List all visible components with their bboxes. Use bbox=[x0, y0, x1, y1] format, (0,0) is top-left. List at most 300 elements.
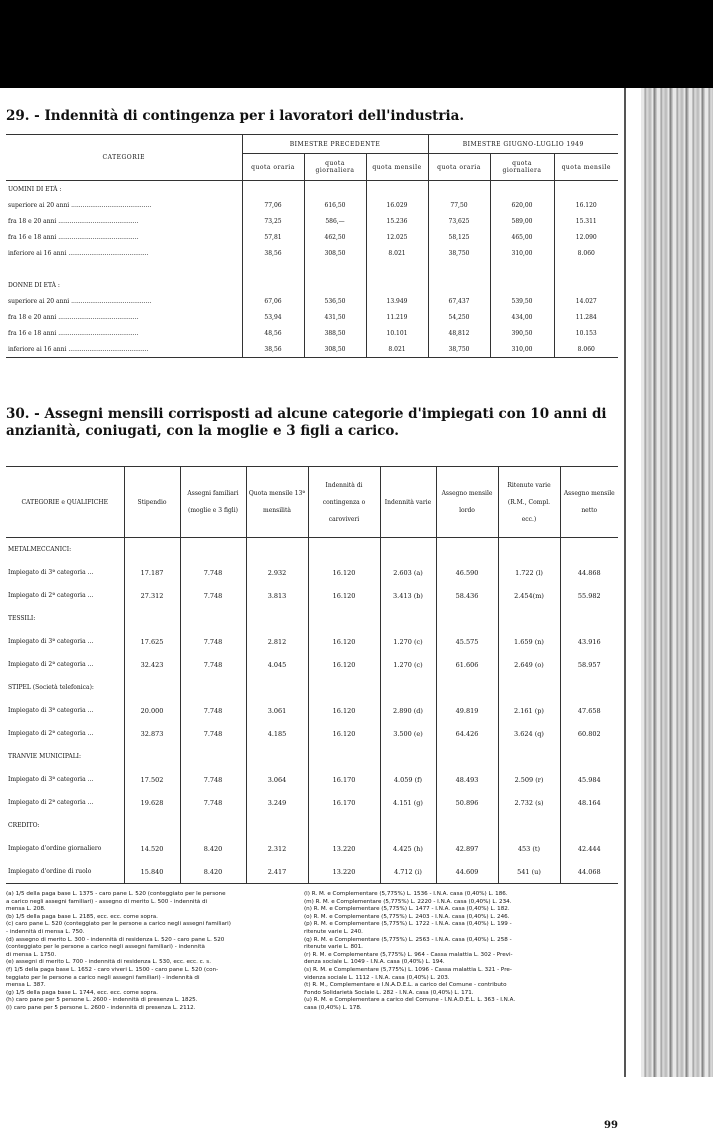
empty-cell bbox=[180, 607, 246, 630]
value-cell: 1.270 (c) bbox=[380, 630, 436, 653]
empty-cell bbox=[428, 277, 490, 293]
value-cell: 44.609 bbox=[436, 860, 498, 884]
page-number: 99 bbox=[604, 1120, 618, 1131]
empty-cell bbox=[436, 538, 498, 562]
empty-cell bbox=[308, 607, 380, 630]
value-cell: 32.873 bbox=[124, 722, 180, 745]
table-row bbox=[6, 722, 618, 745]
value-cell: 10.101 bbox=[366, 325, 428, 341]
value-cell: 536,50 bbox=[304, 293, 366, 309]
value-cell: 4.185 bbox=[246, 722, 308, 745]
value-cell: 54,250 bbox=[428, 309, 490, 325]
footnote-line: (conteggiato per le persone a carico negli assegni familiari) - indennità bbox=[6, 944, 205, 951]
footnote-line: (a) 1/5 della paga base L. 1375 - caro pane L. 520 (conteggiato per le persone bbox=[6, 891, 226, 897]
value-cell: 12.025 bbox=[366, 229, 428, 245]
footnote-line: mensa L. 208. bbox=[6, 906, 46, 913]
table-row bbox=[6, 630, 618, 653]
value-cell: 15.840 bbox=[124, 860, 180, 884]
footnote-line: videnza sociale L. 1112 - I.N.A. casa (0,40%) L. 203. bbox=[304, 974, 450, 981]
allowances-table-header bbox=[6, 467, 618, 538]
value-cell: 308,50 bbox=[304, 341, 366, 358]
value-cell: 32.423 bbox=[124, 653, 180, 676]
footnote-line: (b) 1/5 della paga base L. 2185, ecc. ecc. come sopra. bbox=[6, 913, 158, 920]
row-label: inferiore ai 16 anni .......................................... bbox=[6, 341, 242, 358]
empty-cell bbox=[366, 277, 428, 293]
row-label: Impiegato di 2ª categoria ... bbox=[8, 661, 94, 668]
table-row bbox=[6, 791, 618, 814]
empty-cell bbox=[304, 261, 366, 277]
value-cell: 8.420 bbox=[180, 860, 246, 884]
row-label: fra 16 e 18 anni .......................................... bbox=[8, 329, 139, 337]
table-row bbox=[6, 213, 618, 229]
empty-cell bbox=[498, 607, 560, 630]
value-cell: 58.957 bbox=[560, 653, 618, 676]
group-label: STIPEL (Società telefonica): bbox=[8, 684, 94, 691]
footnote-line: (r) R. M. e Complementare (5,775%) L. 964 - Cassa malattia L. 302 - Previ- bbox=[304, 951, 513, 958]
table-row bbox=[6, 309, 618, 325]
empty-cell bbox=[180, 814, 246, 837]
value-cell: 2.812 bbox=[246, 630, 308, 653]
empty-cell bbox=[308, 745, 380, 768]
value-cell: 462,50 bbox=[304, 229, 366, 245]
value-cell: 539,50 bbox=[490, 293, 554, 309]
value-cell: 465,00 bbox=[490, 229, 554, 245]
value-cell: 16.170 bbox=[308, 768, 380, 791]
value-cell: 53,94 bbox=[242, 309, 304, 325]
value-cell: 17.502 bbox=[124, 768, 180, 791]
empty-cell bbox=[180, 676, 246, 699]
empty-cell bbox=[304, 277, 366, 293]
footnote-line: (g) 1/5 della paga base L. 1744, ecc. ecc. come sopra. bbox=[6, 989, 158, 996]
value-cell: 49.819 bbox=[436, 699, 498, 722]
row-label: Impiegato di 3ª categoria ... bbox=[8, 569, 94, 576]
row-label: fra 18 e 20 anni .......................................... bbox=[8, 313, 139, 321]
footnote-line: (i) caro pane per 5 persone L. 2600 - indennità di presenza L. 2112. bbox=[6, 1004, 196, 1011]
allowances-table bbox=[6, 466, 618, 884]
value-cell: 7.748 bbox=[180, 653, 246, 676]
table-row bbox=[6, 860, 618, 884]
value-cell: 47.658 bbox=[560, 699, 618, 722]
header-bimestre-corrente: BIMESTRE GIUGNO-LUGLIO 1949 bbox=[428, 135, 618, 154]
table-row bbox=[6, 197, 618, 213]
value-cell: 17.187 bbox=[124, 561, 180, 584]
footnote-line: teggiato per le persone a carico negli assegni familiari) - indennità di bbox=[6, 974, 200, 981]
value-cell: 50.896 bbox=[436, 791, 498, 814]
value-cell: 3.413 (b) bbox=[380, 584, 436, 607]
table-row bbox=[6, 245, 618, 261]
footnote-line: casa (0,40%) L. 178. bbox=[304, 1004, 362, 1011]
footnote-line: (e) assegni di merito L. 700 - indennità di residenza L. 530, ecc. ecc. c. s. bbox=[6, 959, 211, 966]
value-cell: 15.236 bbox=[366, 213, 428, 229]
value-cell: 3.064 bbox=[246, 768, 308, 791]
footnote-line: (u) R. M. e Complementare a carico del Comune - I.N.A.D.E.L. L. 363 - I.N.A. bbox=[304, 997, 516, 1004]
group-label: METALMECCANICI: bbox=[8, 546, 72, 553]
footnote-line: di mensa L. 1750. bbox=[6, 951, 57, 958]
value-cell: 3.624 (q) bbox=[498, 722, 560, 745]
value-cell: 45.575 bbox=[436, 630, 498, 653]
row-label: fra 18 e 20 anni .......................................... bbox=[8, 217, 139, 225]
header-categorie: CATEGORIE bbox=[6, 135, 242, 181]
value-cell: 57,81 bbox=[242, 229, 304, 245]
value-cell: 17.625 bbox=[124, 630, 180, 653]
header-quota-giornaliera-1: quota giornaliera bbox=[304, 154, 366, 181]
table-row bbox=[6, 341, 618, 358]
value-cell: 310,00 bbox=[490, 245, 554, 261]
group-label: DONNE DI ETÀ : bbox=[8, 281, 60, 289]
value-cell: 16.170 bbox=[308, 791, 380, 814]
value-cell: 58,125 bbox=[428, 229, 490, 245]
empty-cell bbox=[380, 538, 436, 562]
footnote-line: (t) R. M., Complementare e I.N.A.D.E.L. a carico del Comune - contributo bbox=[304, 982, 507, 989]
footnote-line: mensa L. 387. bbox=[6, 982, 46, 989]
value-cell: 77,50 bbox=[428, 197, 490, 213]
value-cell: 42.444 bbox=[560, 837, 618, 860]
value-cell: 8.021 bbox=[366, 341, 428, 358]
footnote-line: (o) R. M. e Complementare (5,775%) L. 2403 - I.N.A. casa (0,40%) L. 246. bbox=[304, 913, 510, 920]
value-cell: 61.606 bbox=[436, 653, 498, 676]
column-header: Assegni familiari (moglie e 3 figli) bbox=[180, 467, 246, 538]
value-cell: 48.493 bbox=[436, 768, 498, 791]
empty-cell bbox=[6, 261, 242, 277]
footnote-line: ritenute varie L. 801. bbox=[304, 944, 363, 951]
footnote-line: - indennità di mensa L. 750. bbox=[6, 928, 85, 935]
value-cell: 11.219 bbox=[366, 309, 428, 325]
value-cell: 67,437 bbox=[428, 293, 490, 309]
value-cell: 7.748 bbox=[180, 630, 246, 653]
value-cell: 2.417 bbox=[246, 860, 308, 884]
empty-cell bbox=[242, 181, 304, 198]
empty-cell bbox=[436, 814, 498, 837]
empty-cell bbox=[498, 814, 560, 837]
value-cell: 7.748 bbox=[180, 561, 246, 584]
empty-cell bbox=[246, 607, 308, 630]
empty-cell bbox=[242, 277, 304, 293]
value-cell: 2.509 (r) bbox=[498, 768, 560, 791]
allowances-table-body bbox=[6, 538, 618, 884]
group-label: CREDITO: bbox=[8, 822, 40, 829]
value-cell: 13.949 bbox=[366, 293, 428, 309]
footnote-line: (f) 1/5 della paga base L. 1652 - caro viveri L. 1500 - caro pane L. 520 (con- bbox=[6, 966, 219, 973]
group-label: UOMINI DI ETÀ : bbox=[8, 185, 62, 193]
value-cell: 16.120 bbox=[308, 561, 380, 584]
value-cell: 58.436 bbox=[436, 584, 498, 607]
value-cell: 48,56 bbox=[242, 325, 304, 341]
footnote-line: (q) R. M. e Complementare (5,775%) L. 2563 - I.N.A. casa (0,40%) L. 258 - bbox=[304, 936, 512, 943]
footnote-line: denza sociale L. 1049 - I.N.A. casa (0,40%) L. 194. bbox=[304, 959, 445, 966]
empty-cell bbox=[180, 538, 246, 562]
column-header: Stipendio bbox=[124, 467, 180, 538]
value-cell: 12.090 bbox=[554, 229, 618, 245]
value-cell: 3.500 (e) bbox=[380, 722, 436, 745]
value-cell: 616,50 bbox=[304, 197, 366, 213]
value-cell: 43.916 bbox=[560, 630, 618, 653]
value-cell: 15.311 bbox=[554, 213, 618, 229]
table-row bbox=[6, 293, 618, 309]
footnote-line: (n) R. M. e Complementare (5,775%) L. 1477 - I.N.A. casa (0,40%) L. 182. bbox=[304, 906, 510, 913]
footnote-line: (m) R. M. e Complementare (5,775%) L. 2220 - I.N.A. casa (0,40%) L. 234. bbox=[304, 898, 512, 905]
row-label: Impiegato di 3ª categoria ... bbox=[8, 776, 94, 783]
value-cell: 4.059 (f) bbox=[380, 768, 436, 791]
column-header: Indennità varie bbox=[380, 467, 436, 538]
column-header: Assegno mensile lordo bbox=[436, 467, 498, 538]
value-cell: 7.748 bbox=[180, 584, 246, 607]
empty-cell bbox=[246, 676, 308, 699]
group-row bbox=[6, 745, 618, 768]
value-cell: 16.029 bbox=[366, 197, 428, 213]
empty-cell bbox=[498, 676, 560, 699]
empty-cell bbox=[366, 261, 428, 277]
footnote-line: (h) caro pane per 5 persone L. 2600 - indennità di presenza L. 1825. bbox=[6, 997, 198, 1004]
value-cell: 2.732 (s) bbox=[498, 791, 560, 814]
value-cell: 55.982 bbox=[560, 584, 618, 607]
row-label: inferiore ai 16 anni .......................................... bbox=[8, 249, 149, 257]
value-cell: 38,750 bbox=[428, 245, 490, 261]
column-header: Indennità di contingenza o caroviveri bbox=[308, 467, 380, 538]
value-cell: 38,56 bbox=[242, 245, 304, 261]
footnote-line: ritenute varie L. 240. bbox=[304, 928, 363, 935]
value-cell: 4.151 (g) bbox=[380, 791, 436, 814]
table-row bbox=[6, 699, 618, 722]
value-cell: 1.659 (n) bbox=[498, 630, 560, 653]
row-label: Impiegato di 2ª categoria ... bbox=[8, 730, 94, 737]
group-row bbox=[6, 676, 618, 699]
value-cell: 2.932 bbox=[246, 561, 308, 584]
table-row bbox=[6, 584, 618, 607]
empty-cell bbox=[124, 745, 180, 768]
value-cell: 11.284 bbox=[554, 309, 618, 325]
value-cell: 27.312 bbox=[124, 584, 180, 607]
header-quota-oraria-2: quota oraria bbox=[428, 154, 490, 181]
group-row bbox=[6, 607, 618, 630]
column-header: Assegno mensile netto bbox=[560, 467, 618, 538]
empty-cell bbox=[490, 277, 554, 293]
scan-book-spine bbox=[641, 88, 713, 1077]
section-29-title: 29. - Indennità di contingenza per i lavoratori dell'industria. bbox=[6, 108, 465, 124]
value-cell: 388,50 bbox=[304, 325, 366, 341]
value-cell: 14.520 bbox=[124, 837, 180, 860]
value-cell: 14.027 bbox=[554, 293, 618, 309]
header-quota-giornaliera-2: quota giornaliera bbox=[490, 154, 554, 181]
value-cell: 453 (t) bbox=[498, 837, 560, 860]
value-cell: 77,06 bbox=[242, 197, 304, 213]
empty-cell bbox=[560, 676, 618, 699]
empty-cell bbox=[246, 538, 308, 562]
spacer-row bbox=[6, 261, 618, 277]
row-label: fra 16 e 18 anni .......................................... bbox=[8, 233, 139, 241]
value-cell: 64.426 bbox=[436, 722, 498, 745]
value-cell: 310,00 bbox=[490, 341, 554, 358]
value-cell: 3.249 bbox=[246, 791, 308, 814]
value-cell: 4.425 (h) bbox=[380, 837, 436, 860]
scan-top-border bbox=[0, 0, 713, 88]
column-header: Ritenute varie (R.M., Compl. ecc.) bbox=[498, 467, 560, 538]
empty-cell bbox=[554, 277, 618, 293]
value-cell: 38,750 bbox=[428, 341, 490, 358]
value-cell: 2.454(m) bbox=[498, 584, 560, 607]
empty-cell bbox=[124, 607, 180, 630]
value-cell: 586,— bbox=[304, 213, 366, 229]
table-row bbox=[6, 653, 618, 676]
value-cell: 2.603 (a) bbox=[380, 561, 436, 584]
group-row bbox=[6, 538, 618, 562]
row-label: superiore ai 20 anni .......................................... bbox=[8, 201, 152, 209]
value-cell: 431,50 bbox=[304, 309, 366, 325]
row-label: superiore ai 20 anni .......................................... bbox=[8, 297, 152, 305]
value-cell: 60.802 bbox=[560, 722, 618, 745]
empty-cell bbox=[180, 745, 246, 768]
group-label: TESSILI: bbox=[8, 615, 36, 622]
value-cell: 7.748 bbox=[180, 791, 246, 814]
row-label: Impiegato di 3ª categoria ... bbox=[8, 638, 94, 645]
header-bimestre-precedente: BIMESTRE PRECEDENTE bbox=[242, 135, 428, 154]
value-cell: 13.220 bbox=[308, 860, 380, 884]
empty-cell bbox=[124, 814, 180, 837]
footnote-line: (s) R. M. e Complementare (5,775%) L. 1096 - Cassa malattia L. 321 - Pre- bbox=[304, 966, 512, 973]
table-row bbox=[6, 325, 618, 341]
value-cell: 44.068 bbox=[560, 860, 618, 884]
value-cell: 4.045 bbox=[246, 653, 308, 676]
empty-cell bbox=[380, 607, 436, 630]
value-cell: 16.120 bbox=[554, 197, 618, 213]
empty-cell bbox=[560, 814, 618, 837]
empty-cell bbox=[246, 814, 308, 837]
empty-cell bbox=[554, 261, 618, 277]
footnote-line: (c) caro pane L. 520 (conteggiato per le persone a carico negli assegni familiari) bbox=[6, 921, 231, 928]
table-row bbox=[6, 229, 618, 245]
group-row bbox=[6, 814, 618, 837]
empty-cell bbox=[308, 538, 380, 562]
empty-cell bbox=[380, 676, 436, 699]
section-30-title: 30. - Assegni mensili corrisposti ad alcune categorie d'impiegati con 10 anni di anzianità, coniugati, con la moglie e 3 figli a carico. bbox=[6, 406, 607, 439]
value-cell: 390,50 bbox=[490, 325, 554, 341]
empty-cell bbox=[428, 261, 490, 277]
group-row bbox=[6, 181, 618, 198]
value-cell: 13.220 bbox=[308, 837, 380, 860]
empty-cell bbox=[436, 607, 498, 630]
empty-cell bbox=[304, 181, 366, 198]
empty-cell bbox=[560, 745, 618, 768]
empty-cell bbox=[380, 814, 436, 837]
row-label: Impiegato di 2ª categoria ... bbox=[8, 592, 94, 599]
row-label: Impiegato d'ordine di ruolo bbox=[6, 860, 124, 884]
empty-cell bbox=[246, 745, 308, 768]
column-header: Quota mensile 13ª mensilità bbox=[246, 467, 308, 538]
value-cell: 48,812 bbox=[428, 325, 490, 341]
value-cell: 2.161 (p) bbox=[498, 699, 560, 722]
empty-cell bbox=[554, 181, 618, 198]
empty-cell bbox=[124, 538, 180, 562]
value-cell: 45.984 bbox=[560, 768, 618, 791]
empty-cell bbox=[308, 814, 380, 837]
value-cell: 8.060 bbox=[554, 245, 618, 261]
empty-cell bbox=[560, 538, 618, 562]
value-cell: 620,00 bbox=[490, 197, 554, 213]
value-cell: 3.061 bbox=[246, 699, 308, 722]
value-cell: 8.021 bbox=[366, 245, 428, 261]
value-cell: 2.312 bbox=[246, 837, 308, 860]
empty-cell bbox=[490, 261, 554, 277]
value-cell: 19.628 bbox=[124, 791, 180, 814]
value-cell: 589,00 bbox=[490, 213, 554, 229]
value-cell: 16.120 bbox=[308, 722, 380, 745]
empty-cell bbox=[242, 261, 304, 277]
value-cell: 7.748 bbox=[180, 699, 246, 722]
footnotes-right bbox=[304, 891, 618, 1013]
value-cell: 42.897 bbox=[436, 837, 498, 860]
group-row bbox=[6, 277, 618, 293]
footnote-line: a carico negli assegni familiari) - assegno di merito L. 500 - indennità di bbox=[6, 898, 208, 905]
footnote-line: (p) R. M. e Complementare (5,775%) L. 1722 - I.N.A. casa (0,40%) L. 199 - bbox=[304, 921, 512, 928]
footnote-line: (d) assegno di merito L. 300 - indennità di residenza L. 520 - caro pane L. 520 bbox=[6, 936, 225, 943]
value-cell: 16.120 bbox=[308, 699, 380, 722]
value-cell: 48.164 bbox=[560, 791, 618, 814]
value-cell: 1.270 (c) bbox=[380, 653, 436, 676]
value-cell: 16.120 bbox=[308, 653, 380, 676]
empty-cell bbox=[498, 745, 560, 768]
empty-cell bbox=[366, 181, 428, 198]
empty-cell bbox=[380, 745, 436, 768]
empty-cell bbox=[560, 607, 618, 630]
value-cell: 73,25 bbox=[242, 213, 304, 229]
empty-cell bbox=[124, 676, 180, 699]
header-quota-oraria-1: quota oraria bbox=[242, 154, 304, 181]
value-cell: 67,06 bbox=[242, 293, 304, 309]
value-cell: 16.120 bbox=[308, 584, 380, 607]
column-header: CATEGORIE e QUALIFICHE bbox=[6, 467, 124, 538]
table-row bbox=[6, 561, 618, 584]
value-cell: 16.120 bbox=[308, 630, 380, 653]
empty-cell bbox=[308, 676, 380, 699]
footnote-line: Fondo Solidarietà Sociale L. 282 - I.N.A. casa (0,40%) L. 171. bbox=[304, 989, 474, 996]
value-cell: 2.890 (d) bbox=[380, 699, 436, 722]
empty-cell bbox=[490, 181, 554, 198]
footnotes-left bbox=[6, 891, 298, 1013]
value-cell: 8.420 bbox=[180, 837, 246, 860]
empty-cell bbox=[436, 745, 498, 768]
footnote-line: (l) R. M. e Complementare (5,775%) L. 1536 - I.N.A. casa (0,40%) L. 186. bbox=[304, 891, 508, 897]
row-label: Impiegato di 3ª categoria ... bbox=[8, 707, 94, 714]
empty-cell bbox=[428, 181, 490, 198]
value-cell: 10.153 bbox=[554, 325, 618, 341]
row-label: Impiegato di 2ª categoria ... bbox=[8, 799, 94, 806]
value-cell: 73,625 bbox=[428, 213, 490, 229]
header-quota-mensile-2: quota mensile bbox=[554, 154, 618, 181]
value-cell: 308,50 bbox=[304, 245, 366, 261]
contingency-table-body bbox=[6, 181, 618, 358]
value-cell: 3.813 bbox=[246, 584, 308, 607]
table-row bbox=[6, 768, 618, 791]
value-cell: 1.722 (l) bbox=[498, 561, 560, 584]
value-cell: 46.590 bbox=[436, 561, 498, 584]
value-cell: 7.748 bbox=[180, 722, 246, 745]
document-page bbox=[0, 88, 626, 1131]
value-cell: 44.868 bbox=[560, 561, 618, 584]
value-cell: 8.060 bbox=[554, 341, 618, 358]
value-cell: 434,00 bbox=[490, 309, 554, 325]
value-cell: 4.712 (i) bbox=[380, 860, 436, 884]
contingency-table bbox=[6, 134, 618, 358]
value-cell: 2.649 (o) bbox=[498, 653, 560, 676]
value-cell: 7.748 bbox=[180, 768, 246, 791]
empty-cell bbox=[436, 676, 498, 699]
row-label: Impiegato d'ordine giornaliero bbox=[8, 845, 102, 852]
table-row bbox=[6, 837, 618, 860]
group-label: TRANVIE MUNICIPALI: bbox=[8, 753, 82, 760]
value-cell: 20.000 bbox=[124, 699, 180, 722]
value-cell: 541 (u) bbox=[498, 860, 560, 884]
value-cell: 38,56 bbox=[242, 341, 304, 358]
empty-cell bbox=[498, 538, 560, 562]
